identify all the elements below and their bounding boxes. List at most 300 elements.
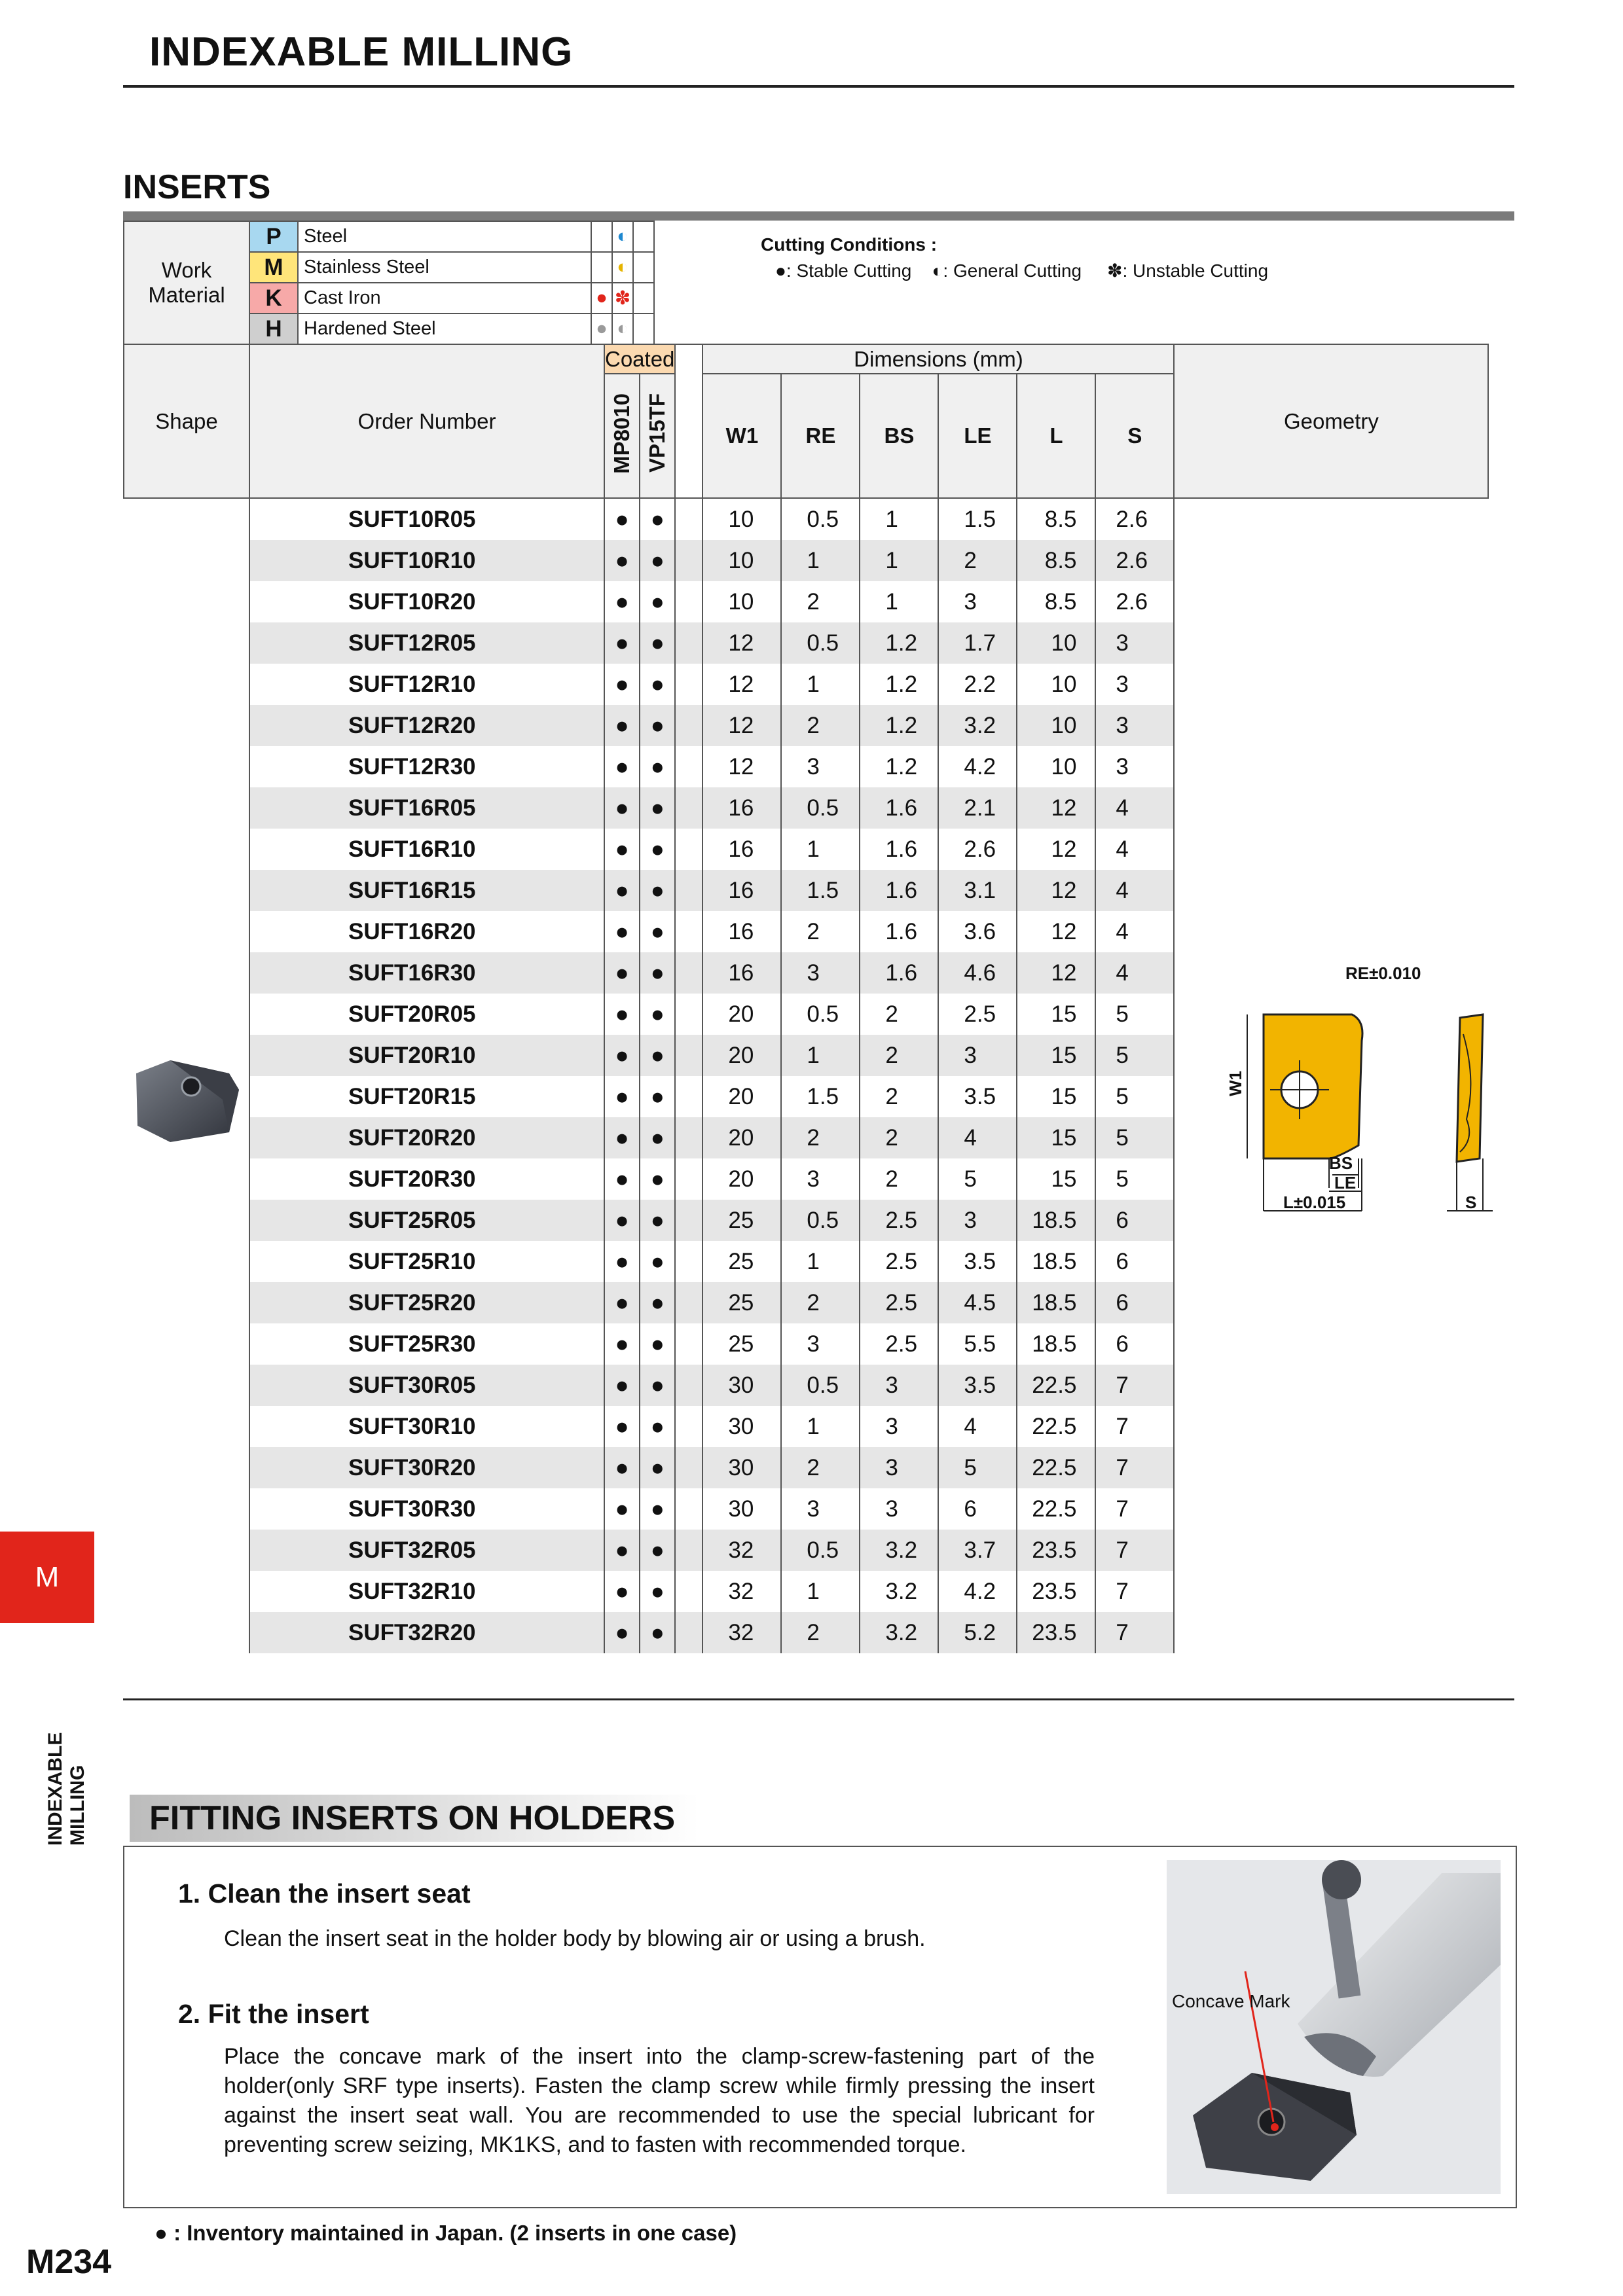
stock-mp8010-icon: ● [604, 1323, 640, 1365]
re-label: RE±0.010 [1345, 963, 1421, 983]
inventory-icon: ● [155, 2221, 168, 2245]
order-number: SUFT16R15 [249, 870, 604, 911]
dim-w1: 30 [702, 1447, 781, 1488]
stock-mp8010-icon: ● [604, 540, 640, 581]
dim-le: 4 [938, 1406, 1017, 1447]
spacer-cell [675, 1571, 702, 1612]
dim-l: 22.5 [1017, 1365, 1095, 1406]
geometry-svg [1231, 962, 1506, 1237]
spacer-cell [675, 746, 702, 787]
dim-l: 15 [1017, 994, 1095, 1035]
dim-header-s: S [1095, 374, 1174, 498]
dim-le: 3.5 [938, 1241, 1017, 1282]
dim-le: 3 [938, 1035, 1017, 1076]
dim-le: 2.6 [938, 829, 1017, 870]
dim-w1: 30 [702, 1488, 781, 1530]
dim-l: 15 [1017, 1117, 1095, 1158]
dim-le: 3.1 [938, 870, 1017, 911]
dim-re: 3 [781, 1488, 860, 1530]
dim-re: 2 [781, 1612, 860, 1653]
order-number: SUFT30R05 [249, 1365, 604, 1406]
dim-bs: 2.5 [860, 1323, 938, 1365]
dim-le: 2.1 [938, 787, 1017, 829]
spacer-cell [675, 1076, 702, 1117]
stock-mp8010-icon: ● [604, 787, 640, 829]
fitting-photo-svg [1167, 1860, 1501, 2194]
stock-mp8010-icon: ● [604, 746, 640, 787]
dim-s: 5 [1095, 1076, 1174, 1117]
dim-bs: 2 [860, 1158, 938, 1200]
spacer-cell [675, 1035, 702, 1076]
spacer-cell [675, 498, 702, 540]
dim-w1: 16 [702, 952, 781, 994]
dim-s: 3 [1095, 664, 1174, 705]
stock-vp15tf-icon: ● [640, 1117, 675, 1158]
work-material-label: Work Material [124, 221, 249, 344]
dim-le: 3.5 [938, 1365, 1017, 1406]
stock-mp8010-icon: ● [604, 1241, 640, 1282]
step2-text: Place the concave mark of the insert into the clamp-screw-fastening part of the holder(only SRF type inserts). Fasten the clamp screw while firmly pressing the insert against the insert seat wall. You are recommended to use the special lubricant for preventing screw seizing, MK1KS, and to fasten with recommended torque. [224, 2044, 1095, 2157]
stock-vp15tf-icon: ● [640, 664, 675, 705]
stock-vp15tf-icon: ● [640, 705, 675, 746]
coated-header: Coated [604, 344, 675, 374]
dim-le: 2.2 [938, 664, 1017, 705]
dim-bs: 3.2 [860, 1530, 938, 1571]
stock-vp15tf-icon: ● [640, 994, 675, 1035]
spacer-cell [675, 829, 702, 870]
dim-le: 5.5 [938, 1323, 1017, 1365]
dim-re: 2 [781, 1282, 860, 1323]
dim-header-le: LE [938, 374, 1017, 498]
dim-w1: 10 [702, 498, 781, 540]
concave-mark-label: Concave Mark [1172, 1991, 1290, 2011]
dim-s: 5 [1095, 1158, 1174, 1200]
dim-w1: 20 [702, 1117, 781, 1158]
stock-vp15tf-icon: ● [640, 746, 675, 787]
condition-mp8010-icon: ● [591, 314, 612, 344]
order-number: SUFT30R20 [249, 1447, 604, 1488]
spacer-cell [675, 1406, 702, 1447]
dim-s: 6 [1095, 1200, 1174, 1241]
footnote [155, 2221, 737, 2246]
dim-l: 10 [1017, 622, 1095, 664]
stock-mp8010-icon: ● [604, 1612, 640, 1653]
spacer-cell [675, 994, 702, 1035]
w1-label: W1 [1226, 1071, 1245, 1096]
dim-re: 1 [781, 1035, 860, 1076]
page-number: M234 [26, 2243, 112, 2281]
insert-shape-image [131, 1054, 242, 1145]
order-number: SUFT25R05 [249, 1200, 604, 1241]
dim-l: 23.5 [1017, 1612, 1095, 1653]
stock-mp8010-icon: ● [604, 1158, 640, 1200]
dim-le: 5.2 [938, 1612, 1017, 1653]
dim-le: 4 [938, 1117, 1017, 1158]
dim-bs: 1.2 [860, 705, 938, 746]
dim-l: 12 [1017, 829, 1095, 870]
dim-re: 2 [781, 911, 860, 952]
dim-le: 3.2 [938, 705, 1017, 746]
order-number: SUFT12R20 [249, 705, 604, 746]
stock-mp8010-icon: ● [604, 622, 640, 664]
dim-re: 1 [781, 1241, 860, 1282]
cutting-conditions-title: Cutting Conditions : [761, 234, 938, 255]
dim-w1: 32 [702, 1612, 781, 1653]
order-number: SUFT25R20 [249, 1282, 604, 1323]
dim-bs: 2 [860, 1076, 938, 1117]
fitting-title: FITTING INSERTS ON HOLDERS [149, 1799, 676, 1837]
bs-label: BS [1329, 1153, 1353, 1173]
condition-vp15tf-icon: ◐ [612, 314, 633, 344]
dim-s: 3 [1095, 705, 1174, 746]
dim-s: 6 [1095, 1323, 1174, 1365]
stock-mp8010-icon: ● [604, 1282, 640, 1323]
order-number: SUFT12R05 [249, 622, 604, 664]
stock-mp8010-icon: ● [604, 1200, 640, 1241]
dim-l: 23.5 [1017, 1571, 1095, 1612]
dim-header-l: L [1017, 374, 1095, 498]
dim-re: 2 [781, 705, 860, 746]
dim-bs: 2 [860, 1035, 938, 1076]
dim-bs: 1.6 [860, 787, 938, 829]
order-number: SUFT12R30 [249, 746, 604, 787]
dim-s: 7 [1095, 1612, 1174, 1653]
dim-s: 7 [1095, 1530, 1174, 1571]
dim-bs: 1.2 [860, 664, 938, 705]
condition-mp8010-icon [591, 252, 612, 283]
cutting-conditions [761, 232, 1268, 284]
spacer-cell [675, 1282, 702, 1323]
stock-vp15tf-icon: ● [640, 1200, 675, 1241]
order-number-header: Order Number [249, 344, 604, 498]
dim-s: 2.6 [1095, 581, 1174, 622]
wm-spacer [633, 314, 654, 344]
stock-vp15tf-icon: ● [640, 787, 675, 829]
order-number: SUFT32R10 [249, 1571, 604, 1612]
condition-vp15tf-icon: ◐ [612, 221, 633, 252]
dim-le: 3.5 [938, 1076, 1017, 1117]
table-row [124, 498, 1488, 540]
dim-re: 0.5 [781, 1365, 860, 1406]
dim-re: 0.5 [781, 1530, 860, 1571]
spacer-cell [675, 1117, 702, 1158]
dim-le: 4.2 [938, 1571, 1017, 1612]
unstable-icon: ✽ [1107, 260, 1123, 281]
dim-s: 7 [1095, 1406, 1174, 1447]
dim-bs: 1.6 [860, 952, 938, 994]
spacer-cell [675, 952, 702, 994]
dim-w1: 20 [702, 994, 781, 1035]
dim-le: 2 [938, 540, 1017, 581]
dim-w1: 25 [702, 1200, 781, 1241]
order-number: SUFT32R20 [249, 1612, 604, 1653]
side-section-label: INDEXABLE MILLING [45, 1732, 88, 1846]
dim-re: 1 [781, 829, 860, 870]
section-bar [123, 211, 1514, 221]
spacer-cell [675, 1158, 702, 1200]
condition-vp15tf-icon: ◐ [612, 252, 633, 283]
wm-spacer [633, 283, 654, 314]
dim-le: 5 [938, 1447, 1017, 1488]
footnote-text: : Inventory maintained in Japan. (2 inserts in one case) [173, 2221, 737, 2245]
dim-l: 22.5 [1017, 1406, 1095, 1447]
unstable-label: : Unstable Cutting [1122, 260, 1269, 281]
l-label: L±0.015 [1283, 1193, 1346, 1212]
stock-vp15tf-icon: ● [640, 1365, 675, 1406]
dim-bs: 2.5 [860, 1241, 938, 1282]
dim-l: 18.5 [1017, 1323, 1095, 1365]
order-number: SUFT10R20 [249, 581, 604, 622]
stock-mp8010-icon: ● [604, 705, 640, 746]
dim-w1: 16 [702, 911, 781, 952]
dim-le: 1.7 [938, 622, 1017, 664]
dim-l: 22.5 [1017, 1488, 1095, 1530]
order-number: SUFT20R30 [249, 1158, 604, 1200]
spacer-cell [675, 1530, 702, 1571]
spacer-cell [675, 705, 702, 746]
dim-re: 2 [781, 1447, 860, 1488]
dim-le: 3.6 [938, 911, 1017, 952]
dim-w1: 32 [702, 1530, 781, 1571]
dim-w1: 10 [702, 540, 781, 581]
wm-spacer [633, 252, 654, 283]
dim-l: 15 [1017, 1035, 1095, 1076]
dim-w1: 12 [702, 746, 781, 787]
stock-mp8010-icon: ● [604, 870, 640, 911]
dim-re: 1 [781, 664, 860, 705]
order-number: SUFT10R10 [249, 540, 604, 581]
general-label: : General Cutting [943, 260, 1082, 281]
spacer-cell [675, 622, 702, 664]
dim-w1: 25 [702, 1282, 781, 1323]
spacer-cell [675, 787, 702, 829]
spacer-cell [675, 1200, 702, 1241]
stock-vp15tf-icon: ● [640, 1282, 675, 1323]
dim-s: 6 [1095, 1241, 1174, 1282]
step2-title: 2. Fit the insert [178, 1999, 369, 2029]
dim-header-re: RE [781, 374, 860, 498]
shape-header: Shape [124, 344, 249, 498]
dim-bs: 1.6 [860, 870, 938, 911]
stock-vp15tf-icon: ● [640, 911, 675, 952]
stock-vp15tf-icon: ● [640, 581, 675, 622]
step1-title: 1. Clean the insert seat [178, 1878, 471, 1909]
order-number: SUFT10R05 [249, 498, 604, 540]
material-name: Hardened Steel [298, 314, 591, 344]
stock-vp15tf-icon: ● [640, 1571, 675, 1612]
dim-w1: 25 [702, 1323, 781, 1365]
stock-mp8010-icon: ● [604, 1076, 640, 1117]
spacer-cell [675, 1241, 702, 1282]
stable-icon: ● [775, 260, 786, 281]
condition-mp8010-icon: ● [591, 283, 612, 314]
stock-vp15tf-icon: ● [640, 1406, 675, 1447]
spacer-cell [675, 664, 702, 705]
dim-w1: 12 [702, 705, 781, 746]
stock-mp8010-icon: ● [604, 1488, 640, 1530]
order-number: SUFT30R10 [249, 1406, 604, 1447]
stock-mp8010-icon: ● [604, 1117, 640, 1158]
order-number: SUFT16R05 [249, 787, 604, 829]
grade-header-vp15tf: VP15TF [640, 374, 675, 498]
dim-bs: 2.5 [860, 1282, 938, 1323]
order-number: SUFT16R30 [249, 952, 604, 994]
dim-s: 4 [1095, 952, 1174, 994]
section-tab-m: M [0, 1532, 94, 1623]
dim-re: 0.5 [781, 994, 860, 1035]
dim-s: 6 [1095, 1282, 1174, 1323]
stock-mp8010-icon: ● [604, 498, 640, 540]
dim-w1: 12 [702, 664, 781, 705]
dim-bs: 3 [860, 1365, 938, 1406]
stock-vp15tf-icon: ● [640, 952, 675, 994]
work-material-row [124, 221, 654, 252]
dim-s: 3 [1095, 622, 1174, 664]
stock-vp15tf-icon: ● [640, 1530, 675, 1571]
dim-w1: 32 [702, 1571, 781, 1612]
dim-w1: 10 [702, 581, 781, 622]
dim-l: 22.5 [1017, 1447, 1095, 1488]
stock-mp8010-icon: ● [604, 1530, 640, 1571]
dim-l: 12 [1017, 787, 1095, 829]
stock-mp8010-icon: ● [604, 911, 640, 952]
stock-vp15tf-icon: ● [640, 1612, 675, 1653]
dim-w1: 30 [702, 1406, 781, 1447]
material-code: H [249, 314, 298, 344]
dim-re: 0.5 [781, 498, 860, 540]
geometry-header: Geometry [1174, 344, 1488, 498]
dim-bs: 3.2 [860, 1571, 938, 1612]
dim-re: 0.5 [781, 622, 860, 664]
dim-bs: 3 [860, 1447, 938, 1488]
dim-s: 3 [1095, 746, 1174, 787]
order-number: SUFT12R10 [249, 664, 604, 705]
stock-mp8010-icon: ● [604, 1447, 640, 1488]
spacer-cell [675, 1447, 702, 1488]
dim-w1: 20 [702, 1035, 781, 1076]
dim-s: 7 [1095, 1365, 1174, 1406]
dim-le: 4.5 [938, 1282, 1017, 1323]
dim-l: 8.5 [1017, 581, 1095, 622]
material-name: Stainless Steel [298, 252, 591, 283]
dim-re: 1.5 [781, 870, 860, 911]
dim-s: 4 [1095, 829, 1174, 870]
dim-re: 1.5 [781, 1076, 860, 1117]
dim-w1: 16 [702, 870, 781, 911]
dim-l: 10 [1017, 746, 1095, 787]
dim-w1: 30 [702, 1365, 781, 1406]
dim-re: 3 [781, 952, 860, 994]
dim-re: 0.5 [781, 787, 860, 829]
stock-vp15tf-icon: ● [640, 1035, 675, 1076]
dim-le: 5 [938, 1158, 1017, 1200]
dim-re: 1 [781, 1571, 860, 1612]
order-number: SUFT25R10 [249, 1241, 604, 1282]
stock-mp8010-icon: ● [604, 829, 640, 870]
dim-l: 12 [1017, 952, 1095, 994]
work-material-table [123, 221, 655, 345]
dim-re: 3 [781, 1323, 860, 1365]
stock-mp8010-icon: ● [604, 581, 640, 622]
dim-le: 2.5 [938, 994, 1017, 1035]
dim-l: 10 [1017, 664, 1095, 705]
dim-w1: 12 [702, 622, 781, 664]
dim-s: 5 [1095, 1117, 1174, 1158]
dim-le: 1.5 [938, 498, 1017, 540]
dim-le: 4.2 [938, 746, 1017, 787]
order-number: SUFT20R05 [249, 994, 604, 1035]
material-name: Steel [298, 221, 591, 252]
fitting-photo [1167, 1860, 1501, 2194]
order-number: SUFT20R15 [249, 1076, 604, 1117]
order-number: SUFT25R30 [249, 1323, 604, 1365]
stock-vp15tf-icon: ● [640, 1076, 675, 1117]
stock-vp15tf-icon: ● [640, 1447, 675, 1488]
dim-bs: 1.2 [860, 622, 938, 664]
spacer-cell [675, 1323, 702, 1365]
dim-s: 4 [1095, 870, 1174, 911]
stock-vp15tf-icon: ● [640, 1323, 675, 1365]
dim-l: 8.5 [1017, 498, 1095, 540]
table-bottom-rule [123, 1698, 1514, 1700]
dim-l: 10 [1017, 705, 1095, 746]
order-number: SUFT32R05 [249, 1530, 604, 1571]
stock-mp8010-icon: ● [604, 994, 640, 1035]
page-header-title: INDEXABLE MILLING [149, 29, 574, 75]
dim-l: 12 [1017, 870, 1095, 911]
step1-text: Clean the insert seat in the holder body by blowing air or using a brush. [224, 1926, 926, 1951]
dim-le: 6 [938, 1488, 1017, 1530]
material-code: P [249, 221, 298, 252]
dim-bs: 2 [860, 994, 938, 1035]
dim-le: 3.7 [938, 1530, 1017, 1571]
dim-s: 5 [1095, 1035, 1174, 1076]
dim-bs: 1.6 [860, 911, 938, 952]
dim-l: 18.5 [1017, 1200, 1095, 1241]
dim-l: 18.5 [1017, 1282, 1095, 1323]
dim-bs: 1.6 [860, 829, 938, 870]
dim-s: 4 [1095, 911, 1174, 952]
stock-mp8010-icon: ● [604, 1571, 640, 1612]
stock-vp15tf-icon: ● [640, 1158, 675, 1200]
order-number: SUFT16R20 [249, 911, 604, 952]
dim-s: 5 [1095, 994, 1174, 1035]
dim-s: 2.6 [1095, 498, 1174, 540]
stock-mp8010-icon: ● [604, 1365, 640, 1406]
stock-mp8010-icon: ● [604, 664, 640, 705]
stock-vp15tf-icon: ● [640, 1488, 675, 1530]
condition-mp8010-icon [591, 221, 612, 252]
dim-bs: 1 [860, 581, 938, 622]
dim-re: 1 [781, 540, 860, 581]
dim-re: 2 [781, 581, 860, 622]
dim-bs: 1 [860, 540, 938, 581]
dim-w1: 25 [702, 1241, 781, 1282]
dim-bs: 2 [860, 1117, 938, 1158]
spacer-cell [675, 1488, 702, 1530]
stock-mp8010-icon: ● [604, 1035, 640, 1076]
dim-w1: 16 [702, 787, 781, 829]
geometry-drawing [1226, 962, 1506, 1237]
stable-label: : Stable Cutting [786, 260, 912, 281]
condition-vp15tf-icon: ✽ [612, 283, 633, 314]
stock-vp15tf-icon: ● [640, 870, 675, 911]
dim-l: 15 [1017, 1076, 1095, 1117]
grade-header-mp8010: MP8010 [604, 374, 640, 498]
material-code: K [249, 283, 298, 314]
order-number: SUFT30R30 [249, 1488, 604, 1530]
stock-vp15tf-icon: ● [640, 829, 675, 870]
